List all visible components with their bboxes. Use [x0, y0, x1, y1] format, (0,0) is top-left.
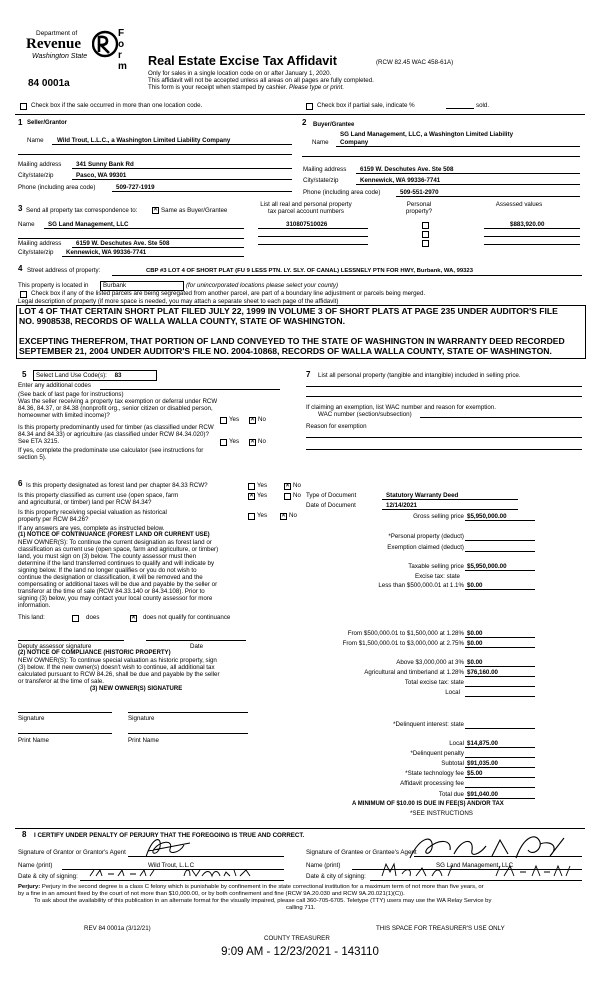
- certify-statement: I CERTIFY UNDER PENALTY OF PERJURY THAT THE FOREGOING IS TRUE AND CORRECT.: [34, 832, 305, 839]
- s6-q3a: Is this property receiving special valuation as historical: [18, 509, 167, 516]
- section1-number: 1: [18, 118, 23, 127]
- form-letter-m: m: [118, 61, 127, 72]
- assessed-line-1: [484, 228, 580, 229]
- deputy-sig-line: [18, 640, 124, 641]
- section3-city-line: [62, 256, 244, 257]
- buyer-phone-label: Phone (including area code): [303, 189, 381, 196]
- continuance-heading: (1) NOTICE OF CONTINUANCE (FOREST LAND OR CURRENT USE): [18, 532, 210, 538]
- r3-line: [465, 647, 535, 648]
- local2-label: Local: [449, 740, 464, 747]
- r3-field[interactable]: $0.00: [467, 640, 483, 647]
- new-owner-sig-heading: (3) NEW OWNER(S) SIGNATURE: [90, 686, 183, 692]
- q2-line3: See ETA 3215.: [18, 438, 60, 445]
- minimum-notice: A MINIMUM OF $10.00 IS DUE IN FEE(S) AND/OR TAX: [352, 801, 504, 807]
- taxable-field[interactable]: $5,950,000.00: [467, 563, 507, 570]
- personal-property-list-label: List all personal property (tangible and intangible) included in selling price.: [318, 372, 521, 379]
- buyer-extra-line: [302, 156, 580, 157]
- historic-heading: (2) NOTICE OF COMPLIANCE (HISTORIC PROPERTY): [18, 650, 171, 656]
- street-address-label: Street address of property:: [27, 267, 101, 274]
- s6-q2a: Is this property classified as current use (open space, farm: [18, 492, 179, 499]
- q1-line2: 84.36, 84.37, or 84.38 (nonprofit org., senior citizen or disabled person,: [18, 405, 213, 412]
- buyer-name-label: Name: [312, 139, 329, 146]
- additional-codes-line: [100, 389, 280, 390]
- header-note-1: Only for sales in a single location code on or after January 1, 2020.: [148, 70, 332, 77]
- section3-heading: Send all property tax correspondence to:: [26, 207, 138, 214]
- assessed-column-header: [494, 202, 544, 209]
- buyer-city-field[interactable]: Kennewick, WA 99336-7741: [360, 177, 441, 184]
- owner-print-line-2: [128, 733, 248, 734]
- seller-heading: Seller/Grantor: [27, 120, 68, 126]
- buyer-city-label: City/state/zip: [303, 177, 339, 184]
- perjury-text-1: Perjury in the second degree is a class C felony which is punishable by confinement in the state correctional institution for a maximum term of not more than five years, or: [41, 884, 484, 890]
- taxable-label: Taxable selling price: [408, 563, 464, 570]
- legal-description-box[interactable]: [16, 305, 586, 359]
- form-letters: [118, 28, 128, 72]
- q2-no-checkbox[interactable]: ✕: [250, 439, 256, 445]
- section4-number: 4: [18, 264, 23, 273]
- gross-line: [465, 520, 535, 521]
- section3-city-field[interactable]: Kennewick, WA 99336-7741: [66, 249, 147, 256]
- parcel-line-3: [258, 244, 368, 245]
- parcel-column-header: [256, 202, 356, 215]
- same-as-buyer-label: Same as Buyer/Grantee: [161, 207, 228, 214]
- owner-sig-line-2: [128, 712, 248, 713]
- cont-body-7: compensating or additional taxes will be due and payable by the seller or: [18, 581, 218, 588]
- subtotal-field[interactable]: $91,035.00: [467, 760, 498, 767]
- multi-location-checkbox[interactable]: [20, 103, 27, 110]
- cont-body-6: continue the designation or classification, it will be removed and the: [18, 574, 203, 581]
- divider: [15, 114, 585, 115]
- r3-label: From $1,500,000.01 to $3,000,000 at 2.75%: [342, 640, 464, 647]
- owner-print-label-2: Print Name: [128, 737, 159, 744]
- subtotal-label: Subtotal: [441, 760, 464, 767]
- treasurer-space: THIS SPACE FOR TREASURER'S USE ONLY: [376, 925, 505, 932]
- personal-label: *Personal property (deduct): [388, 533, 464, 540]
- q2-yes-label: Yes: [229, 438, 240, 445]
- does-checkbox[interactable]: [72, 615, 79, 622]
- cont-body-4: determine if the land transferred continues to qualify and will indicate by: [18, 560, 215, 567]
- seller-city-field[interactable]: Pasco, WA 99301: [76, 172, 127, 179]
- doc-type-line: [382, 499, 518, 500]
- seller-city-line: [72, 179, 292, 180]
- deputy-date-label: Date: [190, 643, 204, 650]
- q1-no-label: No: [258, 416, 266, 423]
- segregated-checkbox[interactable]: [20, 291, 27, 298]
- header-note-2: This affidavit will not be accepted unless all areas on all pages are fully completed.: [148, 77, 374, 84]
- section3-mailing-line: [72, 247, 244, 248]
- doc-type-label: Type of Document: [306, 492, 357, 499]
- doc-type-field[interactable]: Statutory Warranty Deed: [386, 492, 459, 499]
- grantee-name-label: Name (print): [306, 862, 341, 869]
- divider: [15, 828, 585, 829]
- q2-line1: Is this property predominantly used for timber (as classified under RCW: [18, 424, 214, 431]
- owner-sig-label-2: Signature: [128, 715, 155, 722]
- assessed-value-field[interactable]: $883,920.00: [510, 221, 545, 228]
- hist-body-2: (3) below. If the new owner(s) doesn't wish to continue, all additional tax: [18, 664, 215, 671]
- header-note-3: [148, 84, 344, 91]
- q1-yes-checkbox[interactable]: [220, 417, 227, 424]
- cont-body-9: signing (3) below, you may contact your local county assessor for more: [18, 595, 213, 602]
- multi-location-label: Check box if the sale occurred in more than one location code.: [31, 102, 203, 109]
- seller-name-field[interactable]: Wild Trout, L.L.C., a Washington Limited Liability Company: [57, 137, 231, 144]
- total-state-line: [465, 686, 535, 687]
- form-letter-r: r: [118, 50, 122, 61]
- hist-body-4: or transferor at the time of sale.: [18, 678, 104, 685]
- form-letter-o: o: [118, 39, 125, 50]
- partial-sale-label: Check box if partial sale, indicate %: [317, 102, 415, 109]
- r2-field[interactable]: $0.00: [467, 630, 483, 637]
- form-number: 84 0001a: [28, 78, 70, 89]
- legal-line-1: LOT 4 OF THAT CERTAIN SHORT PLAT FILED JULY 22, 1999 IN VOLUME 3 OF SHORT PLATS AT PAGE 235 UNDER AUDITOR'S FILE: [19, 306, 558, 316]
- timestamp-stamp: 9:09 AM - 12/23/2021 - 143110: [221, 946, 379, 958]
- grantor-date-city-line: [80, 880, 284, 881]
- buyer-name-line: [336, 146, 580, 147]
- buyer-mailing-field[interactable]: 6159 W. Deschutes Ave. Ste 508: [360, 166, 454, 173]
- land-use-label: Select Land Use Code(s):: [36, 372, 107, 379]
- deputy-sig-label: Deputy assessor signature: [18, 643, 92, 650]
- seller-city-label: City/state/zip: [18, 172, 54, 179]
- seller-phone-label: Phone (including area code): [18, 184, 96, 191]
- owner-sig-line-1: [18, 712, 112, 713]
- section7-number: 7: [306, 370, 311, 379]
- s6-q1-yes-checkbox[interactable]: [248, 483, 255, 490]
- sig-grantor-line: [128, 856, 284, 857]
- personal-property-checkbox-1[interactable]: [422, 222, 429, 229]
- section3-city-label: City/state/zip: [18, 249, 54, 256]
- dept-line3: Washington State: [32, 53, 88, 60]
- exemption-label: If claiming an exemption, list WAC number and reason for exemption.: [306, 404, 496, 411]
- excise-state-label: Excise tax: state: [414, 573, 460, 580]
- q2-yes-checkbox[interactable]: [220, 439, 227, 446]
- seller-extra-line: [18, 154, 292, 155]
- s6-q2-no-label: No: [293, 492, 301, 499]
- s6-q1: Is this property designated as forest land per chapter 84.33 RCW?: [26, 482, 208, 489]
- s6-q3b: property per RCW 84.26?: [18, 516, 89, 523]
- perjury-bold: Perjury:: [18, 884, 41, 890]
- delinq-state-label: *Delinquent interest: state: [393, 721, 464, 728]
- does-not-label: does not qualify for continuance: [143, 614, 231, 621]
- additional-codes-label: Enter any additional codes: [18, 382, 91, 389]
- reason-line-1: [306, 437, 582, 438]
- buyer-name-field-1[interactable]: SG Land Management, LLC, a Washington Limited Liability: [340, 131, 514, 138]
- seller-mailing-line: [72, 168, 292, 169]
- assessed-column-text: Assessed values: [495, 201, 543, 208]
- section3-extra-line: [18, 238, 244, 239]
- section3-number: 3: [18, 204, 23, 213]
- tech-fee-label: *State technology fee: [405, 770, 464, 777]
- land-use-select[interactable]: [33, 370, 157, 381]
- grantee-date-city-line: [370, 880, 582, 881]
- parcel-line-1: [258, 228, 368, 229]
- header-note-3-text: This form is your receipt when stamped by cashier.: [148, 84, 288, 91]
- q1-no-checkbox[interactable]: ✕: [250, 417, 256, 423]
- total-due-label: Total due: [438, 791, 464, 798]
- page-title: Real Estate Excise Tax Affidavit: [148, 54, 337, 68]
- legal-description-label: Legal description of property (if more space is needed, you may attach a separate sheet to each page of the affidavit): [18, 298, 339, 305]
- delinq-state-line: [465, 728, 535, 729]
- buyer-heading: Buyer/Grantee: [313, 122, 355, 128]
- owner-print-label-1: Print Name: [18, 737, 49, 744]
- local-line: [465, 696, 535, 697]
- same-as-buyer-checkbox[interactable]: ✕: [153, 207, 159, 213]
- reason-line-2: [306, 449, 582, 450]
- parcel-column-text: List all real and personal property tax parcel account numbers: [260, 201, 352, 215]
- section8-number: 8: [22, 830, 27, 839]
- personal-column-text: Personal property?: [405, 201, 433, 215]
- section5-number: 5: [22, 370, 27, 379]
- s6-q1-no-checkbox[interactable]: ✕: [285, 483, 291, 489]
- affidavit-fee-line: [465, 787, 535, 788]
- affidavit-fee-label: Affidavit processing fee: [400, 780, 464, 787]
- personal-line: [465, 540, 535, 541]
- owner-print-line-1: [18, 733, 112, 734]
- exemption-deduct-line: [465, 551, 535, 552]
- cont-body-10: information.: [18, 602, 51, 609]
- hist-body-1: NEW OWNER(S): To continue special valuation as historic property, sign: [18, 657, 217, 664]
- seller-phone-line: [112, 191, 292, 192]
- s6-q2-yes-checkbox[interactable]: ✕: [249, 493, 255, 499]
- header-note-3-italic: Please type or print.: [289, 84, 345, 91]
- cont-body-3: land, you must sign on (3) below. The county assessor must then: [18, 553, 197, 560]
- q3-line2: section 5).: [18, 454, 47, 461]
- wac-number-line: [420, 417, 582, 418]
- form-letter-f: F: [118, 28, 125, 39]
- q1-line3: homeowner with limited income)?: [18, 412, 110, 419]
- sig-grantee-line: [414, 856, 582, 857]
- parcel-line-2: [258, 236, 368, 237]
- q2-line2: 84.34 and 84.33) or agriculture (as classified under RCW 84.34.020)?: [18, 431, 209, 438]
- r2-label: From $500,000.01 to $1,500,000 at 1.28%: [347, 630, 464, 637]
- seller-name-line: [52, 144, 292, 145]
- section3-name-field[interactable]: SG Land Management, LLC: [48, 221, 129, 228]
- buyer-name-field-2[interactable]: Company: [340, 139, 369, 146]
- exemption-deduct-label: Exemption claimed (deduct): [387, 544, 464, 551]
- sig-grantor-label: Signature of Grantor or Grantor's Agent: [18, 849, 126, 856]
- s6-q1-yes-label: Yes: [257, 482, 268, 489]
- legal-line-5: SEPTEMBER 21, 2004 UNDER AUDITOR'S FILE NO. 2004-10868, RECORDS OF WALLA WALLA COUNTY, STATE OF WASHINGTON.: [19, 346, 552, 356]
- total-due-line: [465, 798, 535, 799]
- section3-name-line: [44, 228, 244, 229]
- local2-field[interactable]: $14,875.00: [467, 740, 498, 747]
- q1-yes-label: Yes: [229, 416, 240, 423]
- grantor-date-handwriting-icon: [86, 866, 266, 880]
- partial-sale-sold: sold.: [476, 102, 490, 109]
- this-land-label: This land:: [18, 614, 45, 621]
- legal-line-4: EXCEPTING THEREFROM, THAT PORTION OF LAND CONVEYED TO THE STATE OF WASHINGTON IN WARRANTY DEED RECORDED: [19, 336, 565, 346]
- local2-line: [465, 747, 535, 748]
- partial-sale-percent-field[interactable]: [446, 108, 474, 109]
- rcw-citation: (RCW 82.45 WAC 458-61A): [376, 59, 454, 66]
- ag-line: [465, 676, 535, 677]
- located-in-note: (for unincorporated locations please select your county): [186, 282, 339, 289]
- personal-property-checkbox-2[interactable]: [422, 231, 429, 238]
- section3-name-label: Name: [18, 221, 35, 228]
- grantee-date-handwriting-icon: [376, 862, 576, 880]
- tech-fee-line: [465, 777, 535, 778]
- ag-label: Agricultural and timberland at 1.28%: [364, 669, 464, 676]
- buyer-phone-line: [396, 196, 580, 197]
- perjury-line-1: [18, 884, 484, 891]
- grantor-name-field[interactable]: Wild Trout, L.L.C: [148, 862, 195, 869]
- partial-sale-checkbox[interactable]: [306, 103, 313, 110]
- section7-line-2: [306, 396, 582, 397]
- reason-label: Reason for exemption: [306, 423, 367, 430]
- gross-label: Gross selling price: [413, 513, 464, 520]
- less-field[interactable]: $0.00: [467, 582, 483, 589]
- perjury-line-2: by a fine in an amount fixed by the court of not more than $10,000.00, or by both confinement and fine (RCW 9A.20.030 and RCW 9A.20.021(1)(C)).: [18, 891, 405, 897]
- dor-emblem-icon: [92, 28, 118, 60]
- less-line: [465, 589, 535, 590]
- legal-line-2: NO. 9908538, RECORDS OF WALLA WALLA COUNTY, STATE OF WASHINGTON.: [19, 316, 345, 326]
- section3-mailing-label: Mailing address: [18, 240, 62, 247]
- seller-phone-field[interactable]: 509-727-1919: [116, 184, 155, 191]
- buyer-phone-field[interactable]: 509-551-2970: [400, 189, 439, 196]
- doc-date-field[interactable]: 12/14/2021: [386, 502, 417, 509]
- s6-q2-no-checkbox[interactable]: [284, 493, 291, 500]
- grantor-name-label: Name (print): [18, 862, 53, 869]
- located-in-value: Burbank: [103, 282, 127, 289]
- see-instructions-label: (See back of last page for instructions): [18, 391, 124, 398]
- cont-body-8: transferor at the time of sale (RCW 84.33.140 or 84.34.108). Prior to: [18, 588, 205, 595]
- personal-column-header: [398, 202, 440, 215]
- s6-q3-yes-label: Yes: [257, 512, 268, 519]
- dept-line1: Department of: [36, 30, 78, 37]
- land-use-code: 83: [114, 372, 122, 379]
- sig-grantee-label: Signature of Grantee or Grantee's Agent: [306, 849, 417, 856]
- street-address-line: [112, 275, 582, 276]
- total-due-field[interactable]: $91,040.00: [467, 791, 498, 798]
- section2-number: 2: [302, 118, 307, 127]
- total-state-label: Total excise tax: state: [404, 679, 464, 686]
- located-in-label: This property is located in: [18, 282, 89, 289]
- access-line-2: calling 711.: [286, 905, 316, 911]
- wac-number-label: WAC number (section/subsection): [318, 411, 412, 418]
- r2-line: [465, 637, 535, 638]
- doc-date-line: [382, 509, 518, 510]
- buyer-mailing-label: Mailing address: [303, 166, 347, 173]
- does-label: does: [86, 614, 100, 621]
- owner-sig-label-1: Signature: [18, 715, 45, 722]
- q3-line1: If yes, complete the predominate use calculator (see instructions for: [18, 447, 204, 454]
- seller-mailing-field[interactable]: 341 Sunny Bank Rd: [76, 161, 134, 168]
- gross-field[interactable]: $5,950,000.00: [467, 513, 507, 520]
- deputy-date-line: [146, 640, 246, 641]
- rev-number: REV 84 0001a (3/12/21): [84, 925, 151, 932]
- section6-number: 6: [18, 479, 23, 488]
- see-instructions-note: *SEE INSTRUCTIONS: [410, 810, 473, 817]
- county-treasurer: COUNTY TREASURER: [264, 935, 330, 942]
- s6-q3-no-label: No: [289, 512, 297, 519]
- segregated-label: Check box if any of the listed parcels are being segregated from another parcel, are part of a boundary line adjustment or parcels being merged.: [31, 290, 426, 297]
- section3-mailing-field[interactable]: 6159 W. Deschutes Ave. Ste 508: [76, 240, 170, 247]
- seller-mailing-label: Mailing address: [18, 161, 62, 168]
- doc-date-label: Date of Document: [306, 502, 356, 509]
- local-label: Local: [445, 689, 460, 696]
- s6-q1-no-label: No: [293, 482, 301, 489]
- q2-no-label: No: [258, 438, 266, 445]
- grantee-signature-icon: [400, 830, 570, 866]
- s6-q2-yes-label: Yes: [257, 492, 268, 499]
- r4-line: [465, 666, 535, 667]
- subtotal-line: [465, 767, 535, 768]
- tech-fee-field[interactable]: $5.00: [467, 770, 483, 777]
- access-line-1: To ask about the availability of this publication in an alternate format for the visually impaired, please call 360-705-6705. Teletype (TTY) users may use the WA Relay Service by: [34, 898, 492, 904]
- r4-field[interactable]: $0.00: [467, 659, 483, 666]
- delinq-penalty-line: [465, 757, 535, 758]
- grantee-name-field[interactable]: SG Land Management, LLC: [436, 862, 514, 869]
- ag-field[interactable]: $76,160.00: [467, 669, 498, 676]
- grantor-signature-icon: [140, 833, 200, 863]
- street-address-field[interactable]: CBP #3 LOT 4 OF SHORT PLAT (FU 9 LESS PTN. LY. SLY. OF CANAL) LESSNELY PTN FOR HWY, Burbank, WA, 99323: [146, 268, 473, 274]
- buyer-mailing-line: [356, 173, 580, 174]
- section7-line-1: [306, 386, 582, 387]
- does-not-checkbox[interactable]: ✕: [131, 615, 137, 621]
- q1-line1: Was the seller receiving a property tax exemption or deferral under RCW: [18, 398, 218, 405]
- hist-body-3: calculated pursuant to RCW 84.26, shall be due and payable by the seller: [18, 671, 220, 678]
- grantor-date-city-label: Date & city of signing:: [18, 873, 78, 880]
- s6-any-yes: If any answers are yes, complete as instructed below.: [18, 525, 165, 532]
- assessed-line-2: [484, 236, 580, 237]
- buyer-city-line: [356, 184, 580, 185]
- s6-q2b: and agricultural, or timber) land per RCW 84.34?: [18, 499, 152, 506]
- s6-q3-no-checkbox[interactable]: ✕: [281, 513, 287, 519]
- seller-name-label: Name: [27, 137, 44, 144]
- personal-property-checkbox-3[interactable]: [422, 240, 429, 247]
- assessed-line-3: [484, 244, 580, 245]
- r4-label: Above $3,000,000 at 3%: [396, 659, 464, 666]
- cont-body-5: signing below. If the land no longer qualifies or you do not wish to: [18, 567, 197, 574]
- s6-q3-yes-checkbox[interactable]: [248, 513, 255, 520]
- delinq-penalty-label: *Delinquent penalty: [410, 750, 464, 757]
- cont-body-2: classification as current use (open space, farm and agriculture, or timber): [18, 546, 219, 553]
- taxable-line: [465, 570, 535, 571]
- less-label: Less than $500,000.01 at 1.1%: [378, 582, 464, 589]
- cont-body-1: NEW OWNER(S): To continue the current designation as forest land or: [18, 539, 212, 546]
- parcel-number-field[interactable]: 310807510026: [286, 221, 328, 228]
- dept-line2: Revenue: [26, 36, 81, 52]
- grantee-date-city-label: Date & city of signing:: [306, 873, 366, 880]
